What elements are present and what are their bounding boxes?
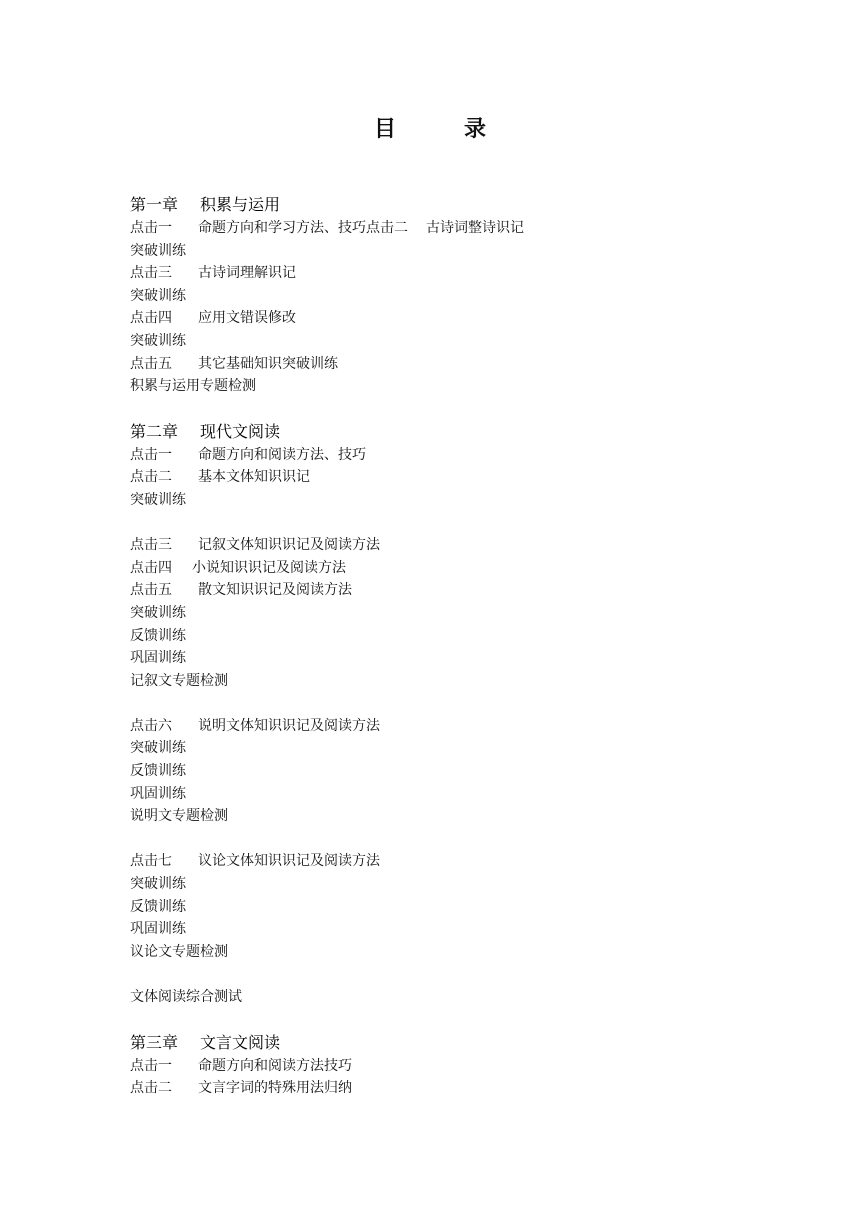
title-left: 目 (373, 117, 396, 142)
toc-entry[interactable]: 记叙文专题检测 (130, 672, 228, 689)
chapter-heading[interactable] (130, 1031, 770, 1055)
toc-entry[interactable]: 突破训练 (130, 604, 186, 621)
toc-entry[interactable]: 文体阅读综合测试 (130, 989, 242, 1005)
page-title (0, 112, 860, 143)
toc-entry[interactable] (130, 307, 770, 330)
toc-entry[interactable]: 巩固训练 (130, 650, 186, 667)
entry-text: 古诗词整诗识记 (426, 220, 524, 236)
entry-text: 命题方向和阅读方法技巧 (198, 1057, 352, 1074)
toc-entry[interactable]: 反馈训练 (130, 898, 186, 915)
point-label: 点击一 (130, 1057, 172, 1074)
toc-entry[interactable] (130, 534, 770, 557)
toc-entry[interactable]: 突破训练 (130, 287, 186, 304)
chapter-2 (130, 420, 770, 1009)
chapter-3 (130, 1031, 770, 1100)
entry-text: 文言字词的特殊用法归纳 (198, 1080, 352, 1097)
toc-entry[interactable] (130, 1055, 770, 1078)
entry-text: 基本文体知识识记 (198, 469, 310, 486)
chapter-heading[interactable] (130, 420, 770, 444)
chapter-name: 积累与运用 (200, 195, 281, 214)
point-label: 点击四 (130, 310, 172, 327)
entry-text: 说明文体知识识记及阅读方法 (198, 717, 380, 734)
toc-entry[interactable] (130, 444, 770, 467)
chapter-number: 第二章 (130, 421, 179, 441)
chapter-heading[interactable] (130, 193, 770, 217)
point-label: 点击一 (130, 446, 172, 463)
toc-entry[interactable]: 突破训练 (130, 491, 186, 508)
entry-text: 小说知识识记及阅读方法 (192, 559, 346, 576)
point-label: 点击五 (130, 355, 172, 372)
toc-entry[interactable] (130, 217, 770, 240)
toc-entry[interactable]: 议论文专题检测 (130, 943, 228, 960)
toc-entry[interactable]: 积累与运用专题检测 (130, 378, 256, 395)
table-of-contents (130, 193, 770, 1100)
toc-entry[interactable]: 反馈训练 (130, 627, 186, 644)
entry-text: 记叙文体知识识记及阅读方法 (198, 537, 380, 554)
toc-entry[interactable] (130, 850, 770, 873)
toc-entry[interactable] (130, 262, 770, 285)
toc-entry[interactable] (130, 557, 770, 580)
point-label: 点击一 (130, 220, 172, 236)
toc-entry[interactable] (130, 579, 770, 602)
point-label: 点击五 (130, 582, 172, 599)
toc-entry[interactable]: 说明文专题检测 (130, 808, 228, 825)
point-label: 点击六 (130, 717, 172, 734)
toc-entry[interactable]: 巩固训练 (130, 921, 186, 938)
entry-text: 命题方向和阅读方法、技巧 (198, 446, 366, 463)
toc-entry[interactable] (130, 353, 770, 376)
chapter-1 (130, 193, 770, 398)
toc-entry[interactable]: 突破训练 (130, 876, 186, 893)
toc-entry[interactable]: 突破训练 (130, 740, 186, 757)
toc-entry[interactable]: 突破训练 (130, 332, 186, 349)
toc-entry[interactable] (130, 1077, 770, 1100)
chapter-number: 第一章 (130, 195, 179, 214)
chapter-name: 文言文阅读 (200, 1032, 281, 1052)
entry-text: 散文知识识记及阅读方法 (198, 582, 352, 599)
entry-text: 命题方向和学习方法、技巧点击二 (198, 220, 408, 236)
point-label: 点击二 (130, 1080, 172, 1097)
toc-entry[interactable] (130, 715, 770, 738)
toc-entry[interactable]: 反馈训练 (130, 763, 186, 780)
point-label: 点击三 (130, 265, 172, 282)
chapter-name: 现代文阅读 (200, 421, 281, 441)
entry-text: 其它基础知识突破训练 (198, 355, 338, 372)
chapter-number: 第三章 (130, 1032, 179, 1052)
toc-entry[interactable] (130, 466, 770, 489)
point-label: 点击七 (130, 853, 172, 870)
toc-entry[interactable]: 巩固训练 (130, 785, 186, 802)
point-label: 点击四 (130, 559, 172, 576)
entry-text: 古诗词理解识记 (198, 265, 296, 282)
entry-text: 应用文错误修改 (198, 310, 296, 327)
point-label: 点击三 (130, 537, 172, 554)
entry-text: 议论文体知识识记及阅读方法 (198, 853, 380, 870)
toc-entry[interactable]: 突破训练 (130, 242, 186, 259)
title-right: 录 (464, 117, 487, 142)
point-label: 点击二 (130, 469, 172, 486)
